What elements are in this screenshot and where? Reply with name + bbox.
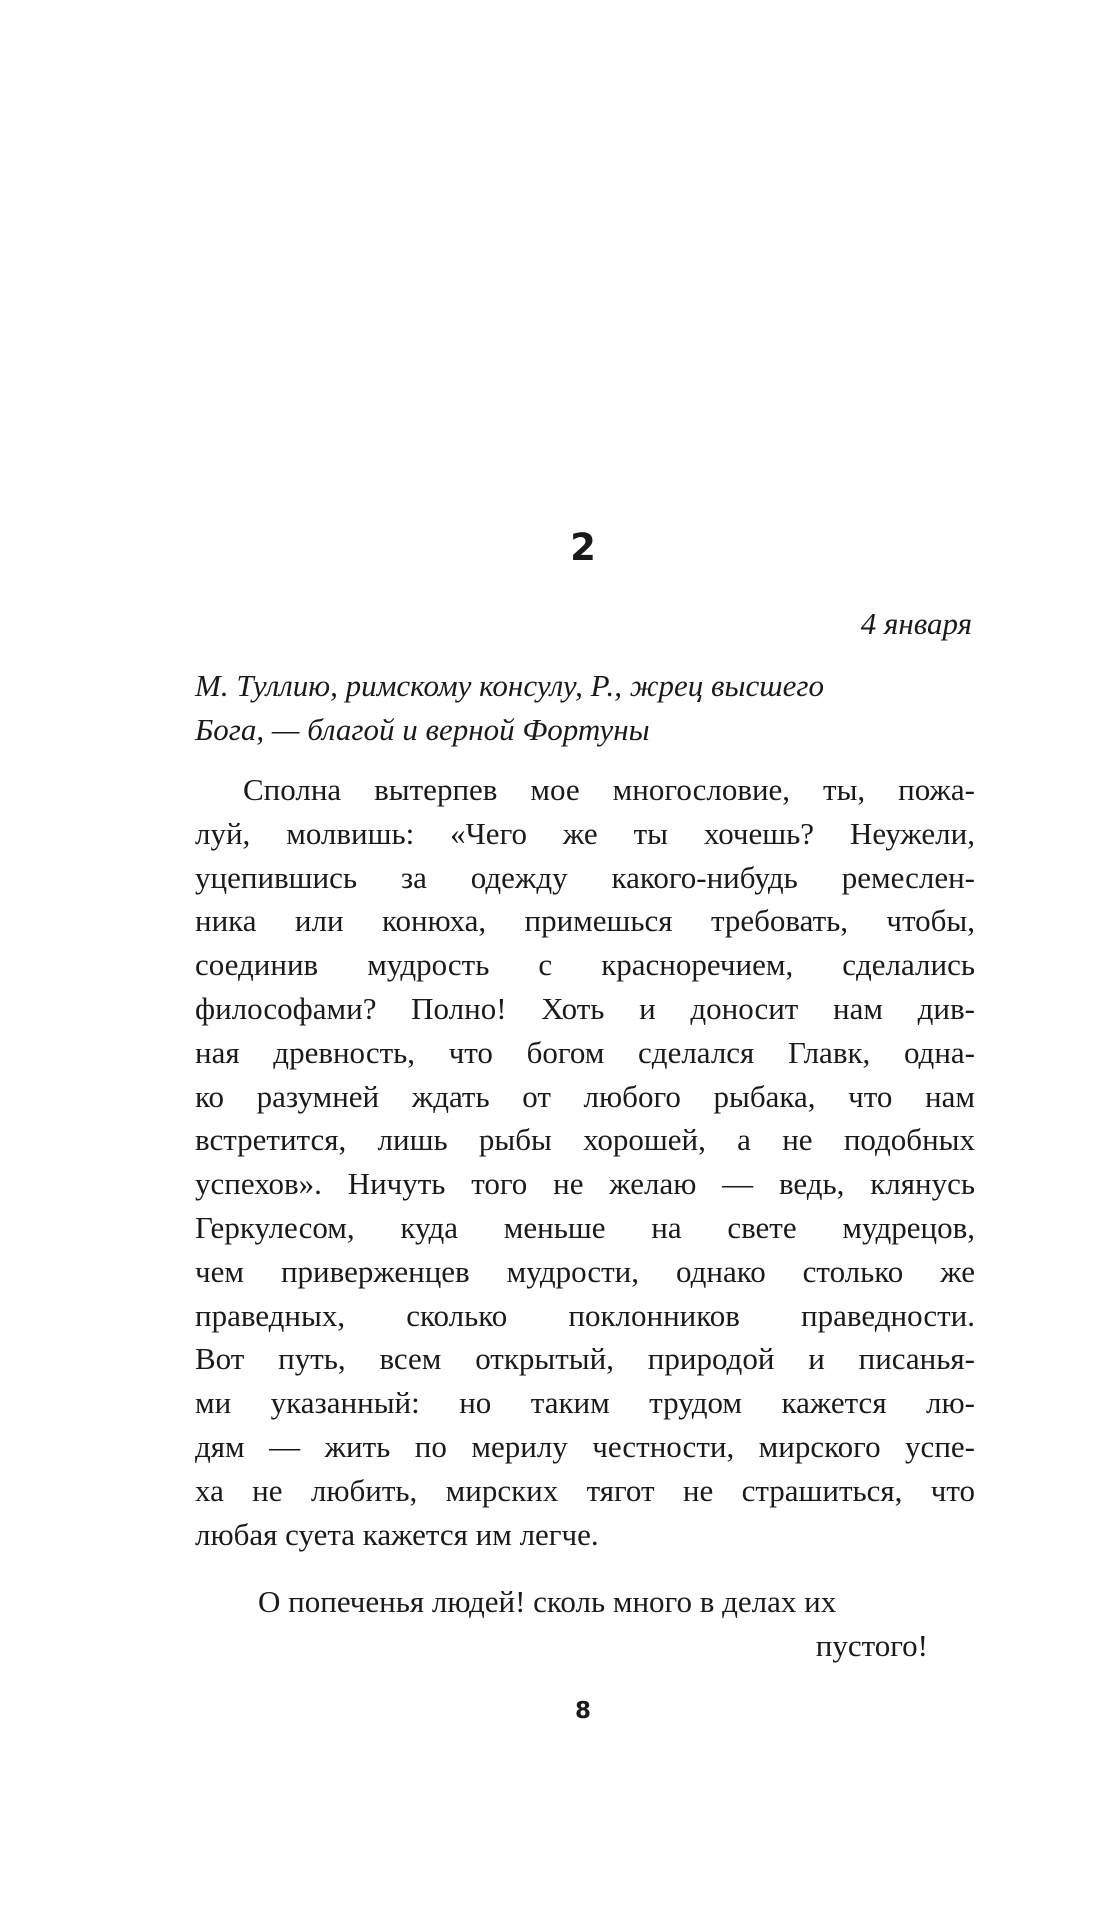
body-line: любая суета кажется им легче. xyxy=(195,1516,599,1552)
body-line: праведных, сколько поклонников праведности. xyxy=(195,1297,975,1333)
body-line: успехов». Ничуть того не желаю — ведь, клянусь xyxy=(195,1166,975,1202)
letter-body xyxy=(195,768,975,1556)
body-line: Геркулесом, куда меньше на свете мудрецов, xyxy=(195,1209,975,1245)
body-line: Вот путь, всем открытый, природой и писанья- xyxy=(195,1341,975,1377)
letter-salutation xyxy=(195,664,975,752)
verse-quote xyxy=(258,1580,928,1668)
body-line: ко разумней ждать от любого рыбака, что нам xyxy=(195,1078,975,1114)
verse-line: О попеченья людей! сколь много в делах их xyxy=(258,1584,837,1619)
salutation-line: М. Туллию, римскому консулу, Р., жрец высшего xyxy=(195,668,825,703)
body-line: уцепившись за одежду какого-нибудь ремеслен- xyxy=(195,859,975,895)
body-line: ха не любить, мирских тягот не страшиться, что xyxy=(195,1472,975,1508)
body-line: соединив мудрость с красноречием, сделались xyxy=(195,947,975,983)
body-line: луй, молвишь: «Чего же ты хочешь? Неужели, xyxy=(195,815,975,851)
body-line: чем приверженцев мудрости, однако столько же xyxy=(195,1253,975,1289)
body-line: встретится, лишь рыбы хорошей, а не подобных xyxy=(195,1122,975,1158)
body-line: философами? Полно! Хоть и доносит нам див- xyxy=(195,990,975,1026)
body-line: дям — жить по мерилу честности, мирского успе- xyxy=(195,1428,975,1464)
letter-date: 4 января xyxy=(860,606,972,641)
body-line: ная древность, что богом сделался Главк, одна- xyxy=(195,1034,975,1070)
verse-line: пустого! xyxy=(815,1628,928,1663)
chapter-number: 2 xyxy=(570,526,596,569)
body-line: ми указанный: но таким трудом кажется лю- xyxy=(195,1385,975,1421)
body-line: ника или конюха, примешься требовать, чтобы, xyxy=(195,903,975,939)
page-number: 8 xyxy=(574,1698,591,1724)
body-line: Сполна вытерпев мое многословие, ты, пожа- xyxy=(243,772,975,807)
salutation-line: Бога, — благой и верной Фортуны xyxy=(195,712,650,747)
